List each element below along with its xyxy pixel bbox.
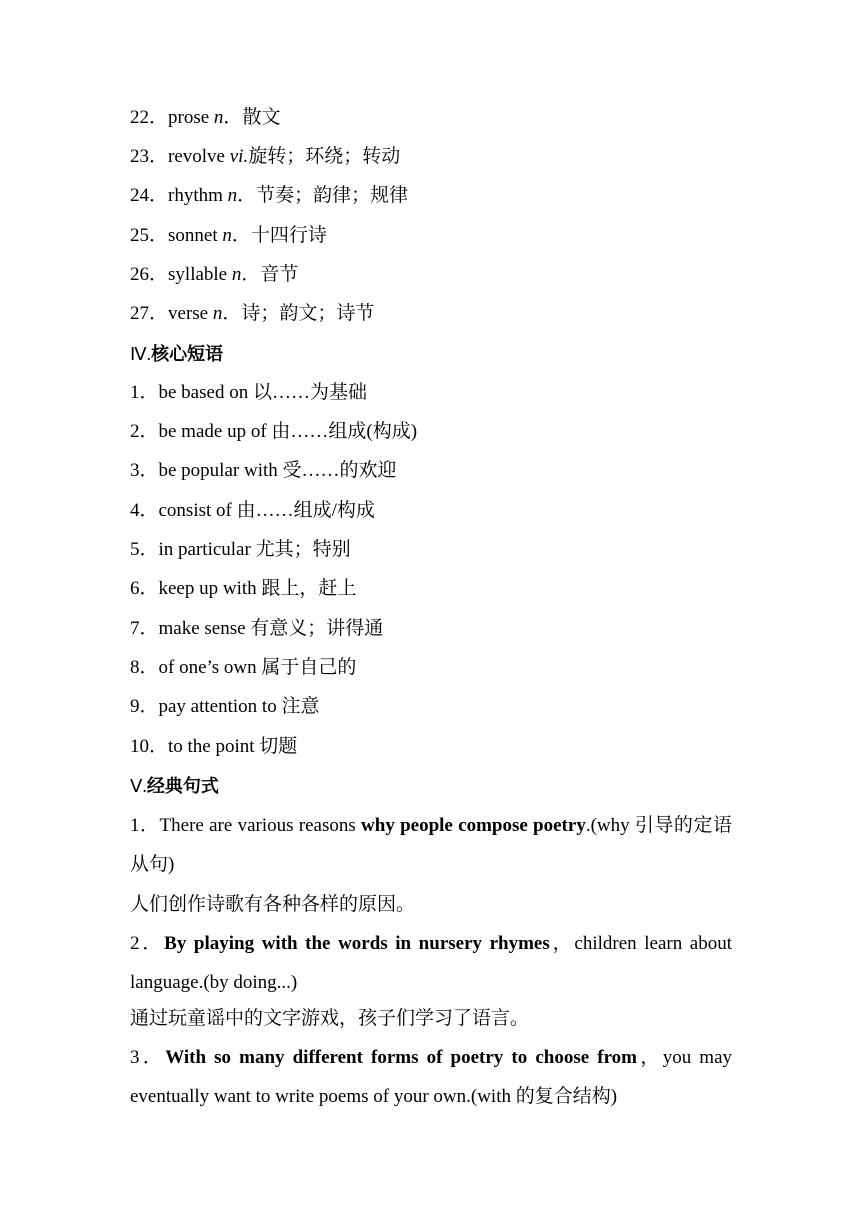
vocab-pos: n	[231, 264, 242, 285]
vocab-word: sonnet	[168, 225, 223, 246]
sentence-note: ，children learn about language.(by doing...)	[130, 933, 732, 993]
section-roman-numeral: Ⅳ.	[130, 344, 152, 364]
vocab-pos: n	[227, 185, 238, 206]
vocab-meaning: 诗；韵文；诗节	[241, 303, 375, 324]
sentence-item-2	[130, 924, 732, 1002]
vocab-number: 27．	[130, 303, 169, 324]
vocab-pos: vi.	[229, 146, 249, 167]
phrase-item: 7．make sense 有意义；讲得通	[130, 618, 384, 639]
phrase-item: 10．to the point 切题	[130, 736, 298, 757]
section-heading-sentences	[130, 774, 219, 799]
sentence-highlight: By playing with the words in nursery rhymes	[164, 933, 550, 954]
vocab-item-27	[130, 302, 374, 326]
sentence-note: .(why 引导的定语从句)	[130, 815, 732, 875]
phrase-item: 6．keep up with 跟上，赶上	[130, 578, 357, 599]
vocab-meaning: 散文	[242, 107, 281, 128]
sentence-number: 2．	[130, 933, 165, 954]
vocab-meaning: 十四行诗	[250, 225, 327, 246]
vocab-number: 26．	[130, 264, 169, 285]
vocab-pos: n	[213, 107, 224, 128]
sentence-translation-1: 人们创作诗歌有各种各样的原因。	[130, 894, 416, 915]
vocab-number: 22．	[130, 107, 169, 128]
vocab-separator: ．	[241, 264, 261, 285]
vocab-word: verse	[168, 303, 213, 324]
vocab-meaning: 节奏；韵律；规律	[256, 185, 409, 206]
vocab-separator: ．	[231, 225, 251, 246]
section-title: 核心短语	[151, 344, 224, 365]
phrase-item: 3．be popular with 受……的欢迎	[130, 460, 397, 481]
sentence-item-1	[130, 806, 732, 884]
vocab-item-23	[130, 145, 400, 169]
vocab-separator: ．	[223, 107, 243, 128]
sentence-note: ，you may eventually want to write poems of your own.(with 的复合结构)	[130, 1047, 732, 1107]
phrase-item: 1．be based on 以……为基础	[130, 382, 367, 403]
vocab-meaning: 音节	[260, 264, 299, 285]
vocab-word: syllable	[168, 264, 232, 285]
vocab-number: 24．	[130, 185, 169, 206]
sentence-number: 1．	[130, 815, 160, 836]
vocab-number: 25．	[130, 225, 169, 246]
sentence-translation-2: 通过玩童谣中的文字游戏，孩子们学习了语言。	[130, 1008, 530, 1029]
section-title: 经典句式	[146, 776, 219, 797]
phrase-item: 9．pay attention to 注意	[130, 696, 320, 717]
vocab-item-22	[130, 106, 280, 130]
vocab-word: prose	[168, 107, 214, 128]
vocab-item-26	[130, 263, 298, 287]
sentence-number: 3．	[130, 1047, 166, 1068]
vocab-word: rhythm	[168, 185, 228, 206]
sentence-item-3	[130, 1038, 732, 1116]
vocab-word: revolve	[168, 146, 230, 167]
vocab-pos: n	[222, 225, 232, 246]
vocab-pos: n	[212, 303, 223, 324]
vocab-separator: ．	[222, 303, 242, 324]
phrase-item: 4．consist of 由……组成/构成	[130, 500, 375, 521]
sentence-highlight: With so many different forms of poetry to choose from	[165, 1047, 637, 1068]
sentence-highlight: why people compose poetry	[361, 815, 586, 836]
section-roman-numeral: Ⅴ.	[130, 776, 147, 796]
sentence-text: There are various reasons	[159, 815, 362, 836]
vocab-separator: ．	[237, 185, 257, 206]
vocab-item-25	[130, 224, 327, 248]
vocab-number: 23．	[130, 146, 169, 167]
phrase-item: 8．of one’s own 属于自己的	[130, 657, 357, 678]
phrase-item: 2．be made up of 由……组成(构成)	[130, 421, 418, 442]
vocab-item-24	[130, 184, 408, 208]
vocab-meaning: 旋转；环绕；转动	[248, 146, 401, 167]
phrase-item: 5．in particular 尤其；特别	[130, 539, 351, 560]
section-heading-phrases	[130, 342, 223, 367]
